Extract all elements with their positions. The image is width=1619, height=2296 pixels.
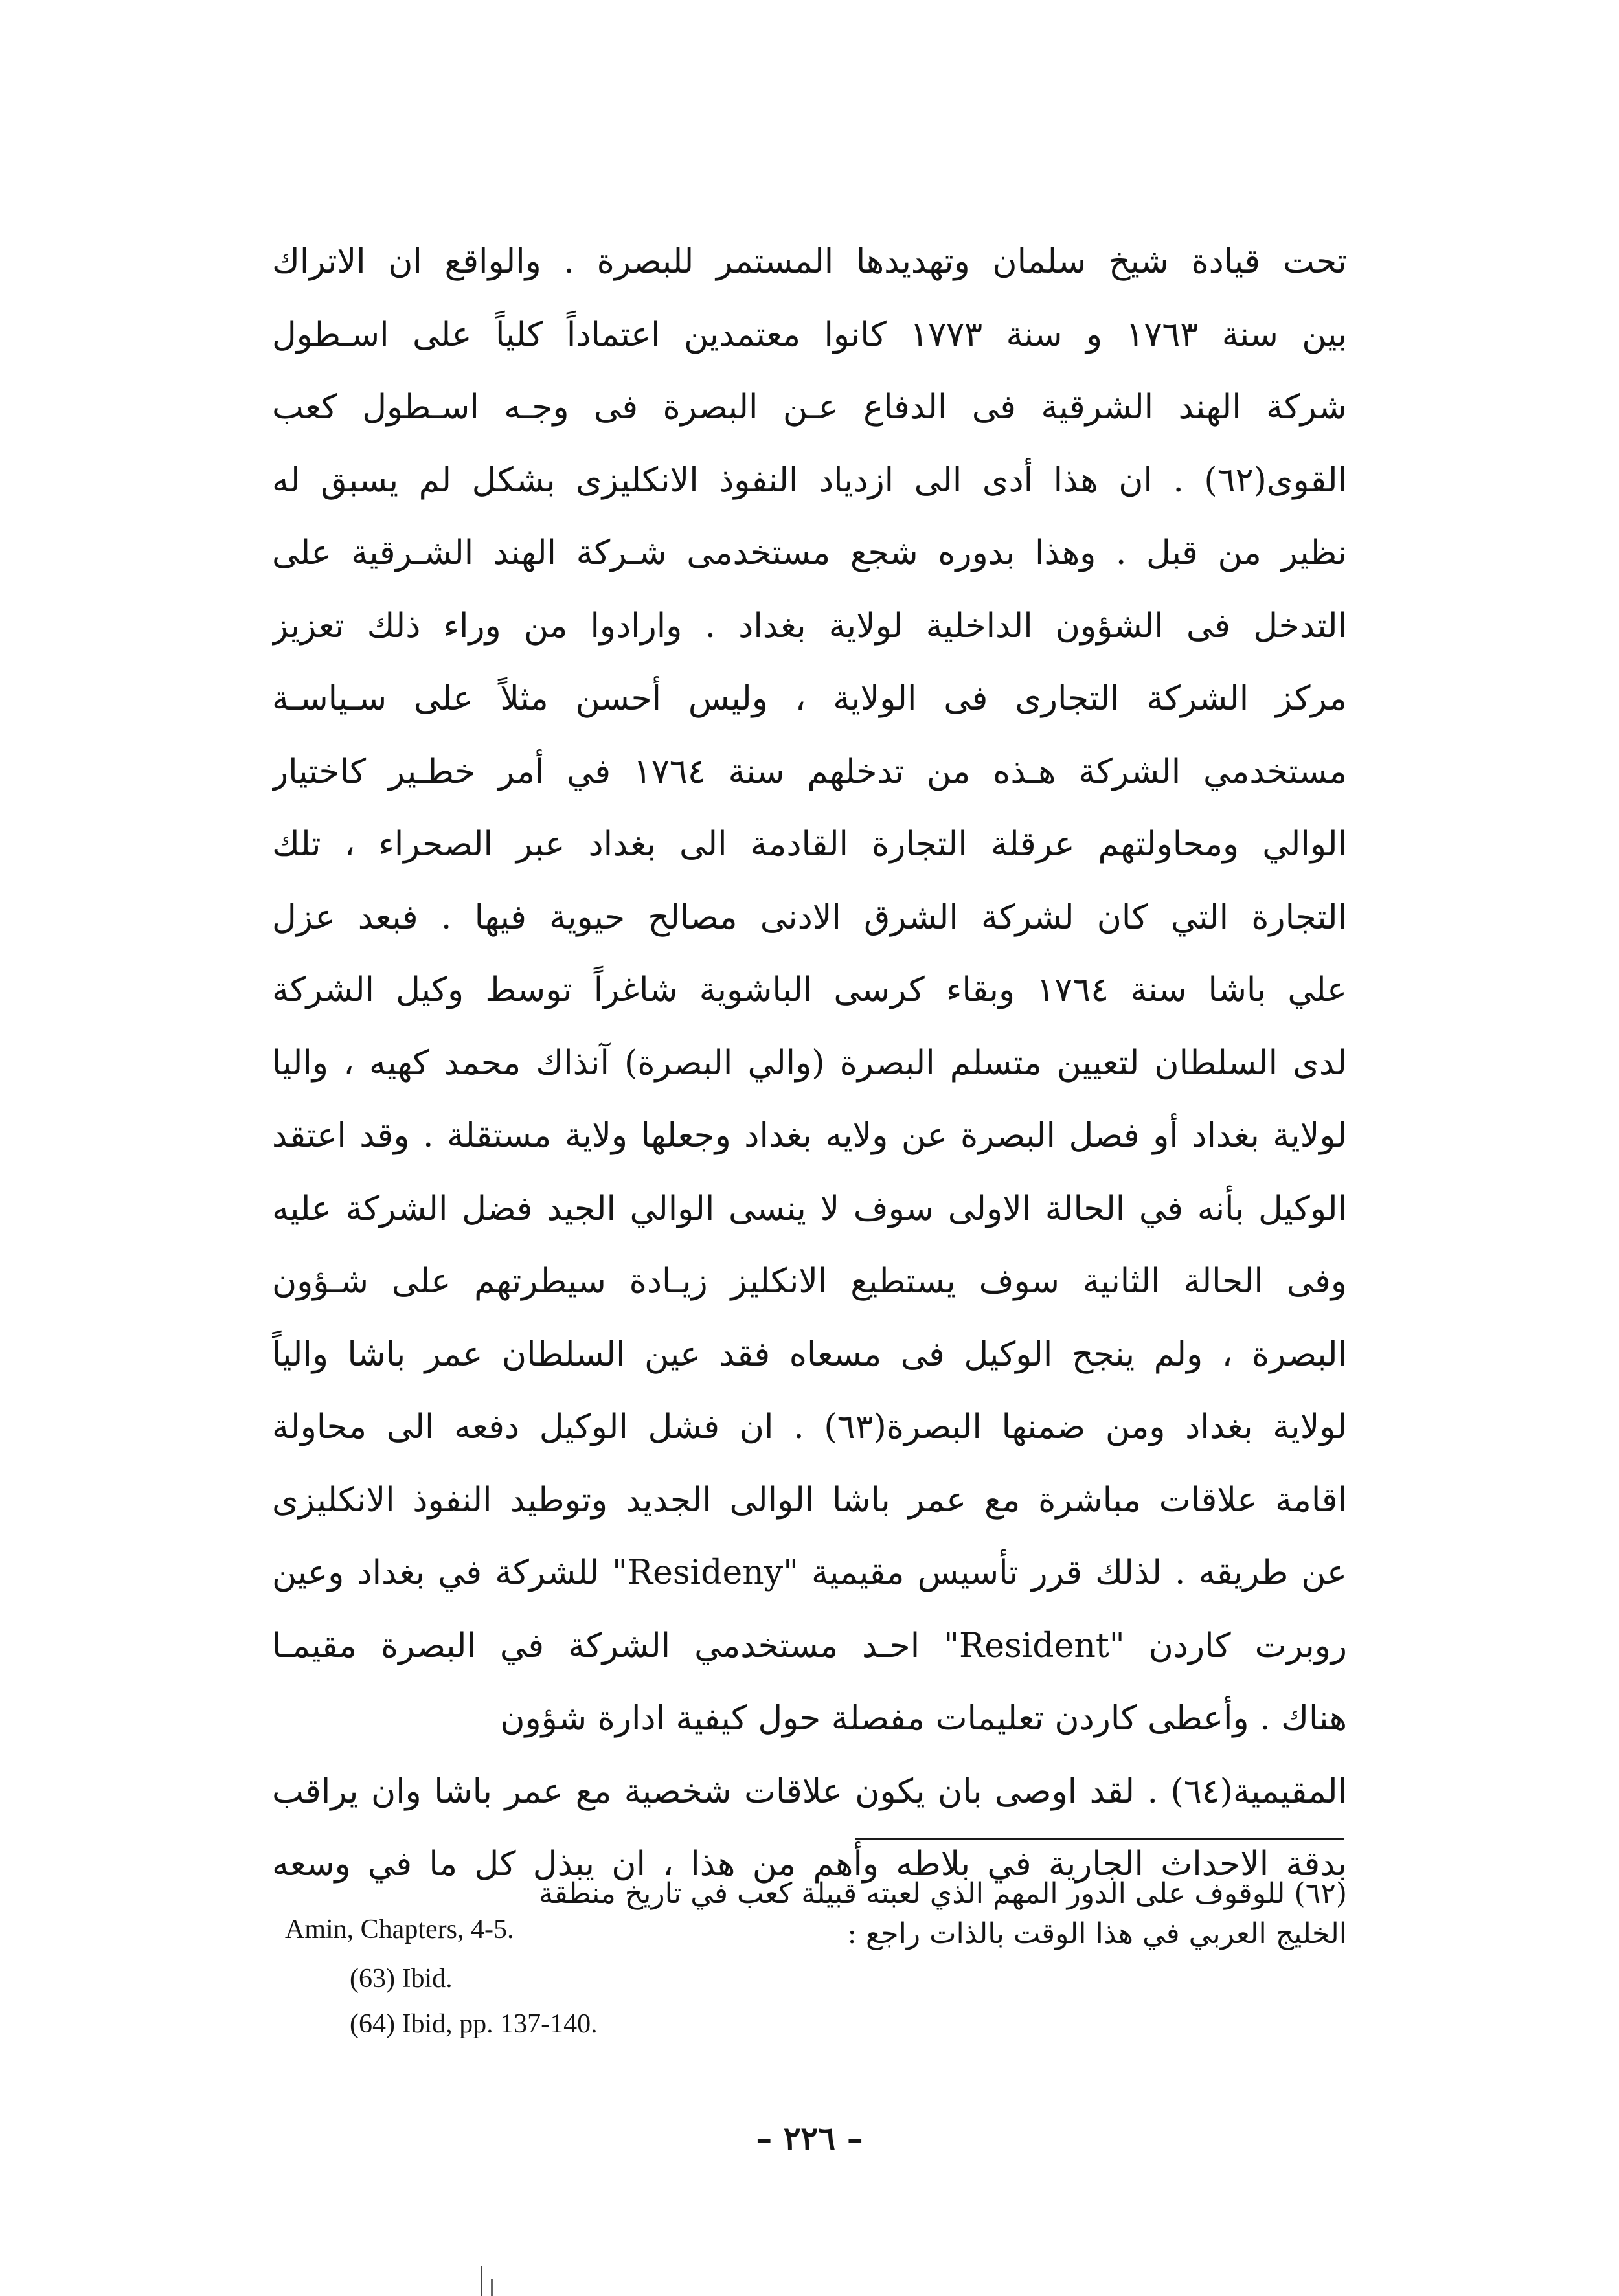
footnote-62-line-1: (٦٢) للوقوف على الدور المهم الذي لعبته قبيلة كعب في تاريخ منطقة [539, 1877, 1347, 1910]
text-line: وفى الحالة الثانية سوف يستطيع الانكليز زيـادة سيطرتهم على شـؤون [272, 1262, 1347, 1301]
text-line: لولاية بغداد أو فصل البصرة عن ولايه بغداد وجعلها ولاية مستقلة . وقد اعتقد [272, 1116, 1347, 1155]
footnote-64: (64) Ibid, pp. 137-140. [350, 2009, 598, 2039]
text-line: المقيمية(٦٤) . لقد اوصى بان يكون علاقات شخصية مع عمر باشا وان يراقب [272, 1772, 1347, 1811]
text-line: هناك . وأعطى كاردن تعليمات مفصلة حول كيفية ادارة شؤون [500, 1699, 1347, 1738]
footnote-63: (63) Ibid. [350, 1964, 453, 1994]
text-line: الوكيل بأنه في الحالة الاولى سوف لا ينسى الوالي الجيد فضل الشركة عليه [272, 1189, 1347, 1228]
text-line: نظير من قبل . وهذا بدوره شجع مستخدمى شـركة الهند الشـرقية على [272, 534, 1347, 572]
text-line: القوى(٦٢) . ان هذا أدى الى ازدياد النفوذ الانكليزى بشكل لم يسبق له [272, 460, 1347, 500]
text-line: شركة الهند الشرقية فى الدفاع عـن البصرة فى وجـه اسـطول كعب [272, 388, 1347, 427]
text-line: روبرت كاردن "Resident" احـد مستخدمي الشركة في البصرة مقيمـا [272, 1626, 1347, 1665]
page-number: – ٢٢٦ – [756, 2119, 863, 2157]
text-line: تحت قيادة شيخ سلمان وتهديدها المستمر للبصرة . والواقع ان الاتراك [272, 242, 1347, 281]
text-line: بين سنة ١٧٦٣ و سنة ١٧٧٣ كانوا معتمدين اعتماداً كلياً على اسـطول [272, 315, 1347, 354]
footnote-62-reference: Amin, Chapters, 4-5. [285, 1915, 514, 1944]
text-line: مركز الشركة التجارى فى الولاية ، وليس أحسن مثلاً على سـياسـة [272, 679, 1347, 718]
footnote-62-line-2: الخليج العربي في هذا الوقت بالذات راجع : [847, 1917, 1347, 1950]
text-line: الوالي ومحاولتهم عرقلة التجارة القادمة الى بغداد عبر الصحراء ، تلك [272, 825, 1347, 864]
text-line: عن طريقه . لذلك قرر تأسيس مقيمية "Resideny" للشركة في بغداد وعين [272, 1553, 1347, 1592]
scan-artifact [481, 2266, 482, 2296]
text-line: بدقة الاحداث الجارية في بلاطه وأهم من هذا ، ان يبذل كل ما في وسعه [272, 1845, 1347, 1884]
text-line: التدخل فى الشؤون الداخلية لولاية بغداد . وارادوا من وراء ذلك تعزيز [272, 606, 1347, 646]
text-line: علي باشا سنة ١٧٦٤ وبقاء كرسى الباشوية شاغراً توسط وكيل الشركة [272, 971, 1347, 1009]
text-line: اقامة علاقات مباشرة مع عمر باشا الوالى الجديد وتوطيد النفوذ الانكليزى [272, 1480, 1347, 1520]
main-text [272, 225, 1347, 1901]
text-line: البصرة ، ولم ينجح الوكيل فى مسعاه فقد عين السلطان عمر باشا والياً [272, 1334, 1347, 1374]
text-line: لدى السلطان لتعيين متسلم البصرة (والي البصرة) آنذاك محمد كهيه ، واليا [272, 1043, 1347, 1083]
scan-artifact [491, 2279, 493, 2296]
text-line: لولاية بغداد ومن ضمنها البصرة(٦٣) . ان فشل الوكيل دفعه الى محاولة [272, 1408, 1347, 1446]
text-line: التجارة التي كان لشركة الشرق الادنى مصالح حيوية فيها . فبعد عزل [272, 897, 1347, 937]
text-line: مستخدمي الشركة هـذه من تدخلهم سنة ١٧٦٤ في أمر خطـير كاختيار [272, 752, 1347, 791]
footnote-divider [855, 1838, 1344, 1840]
